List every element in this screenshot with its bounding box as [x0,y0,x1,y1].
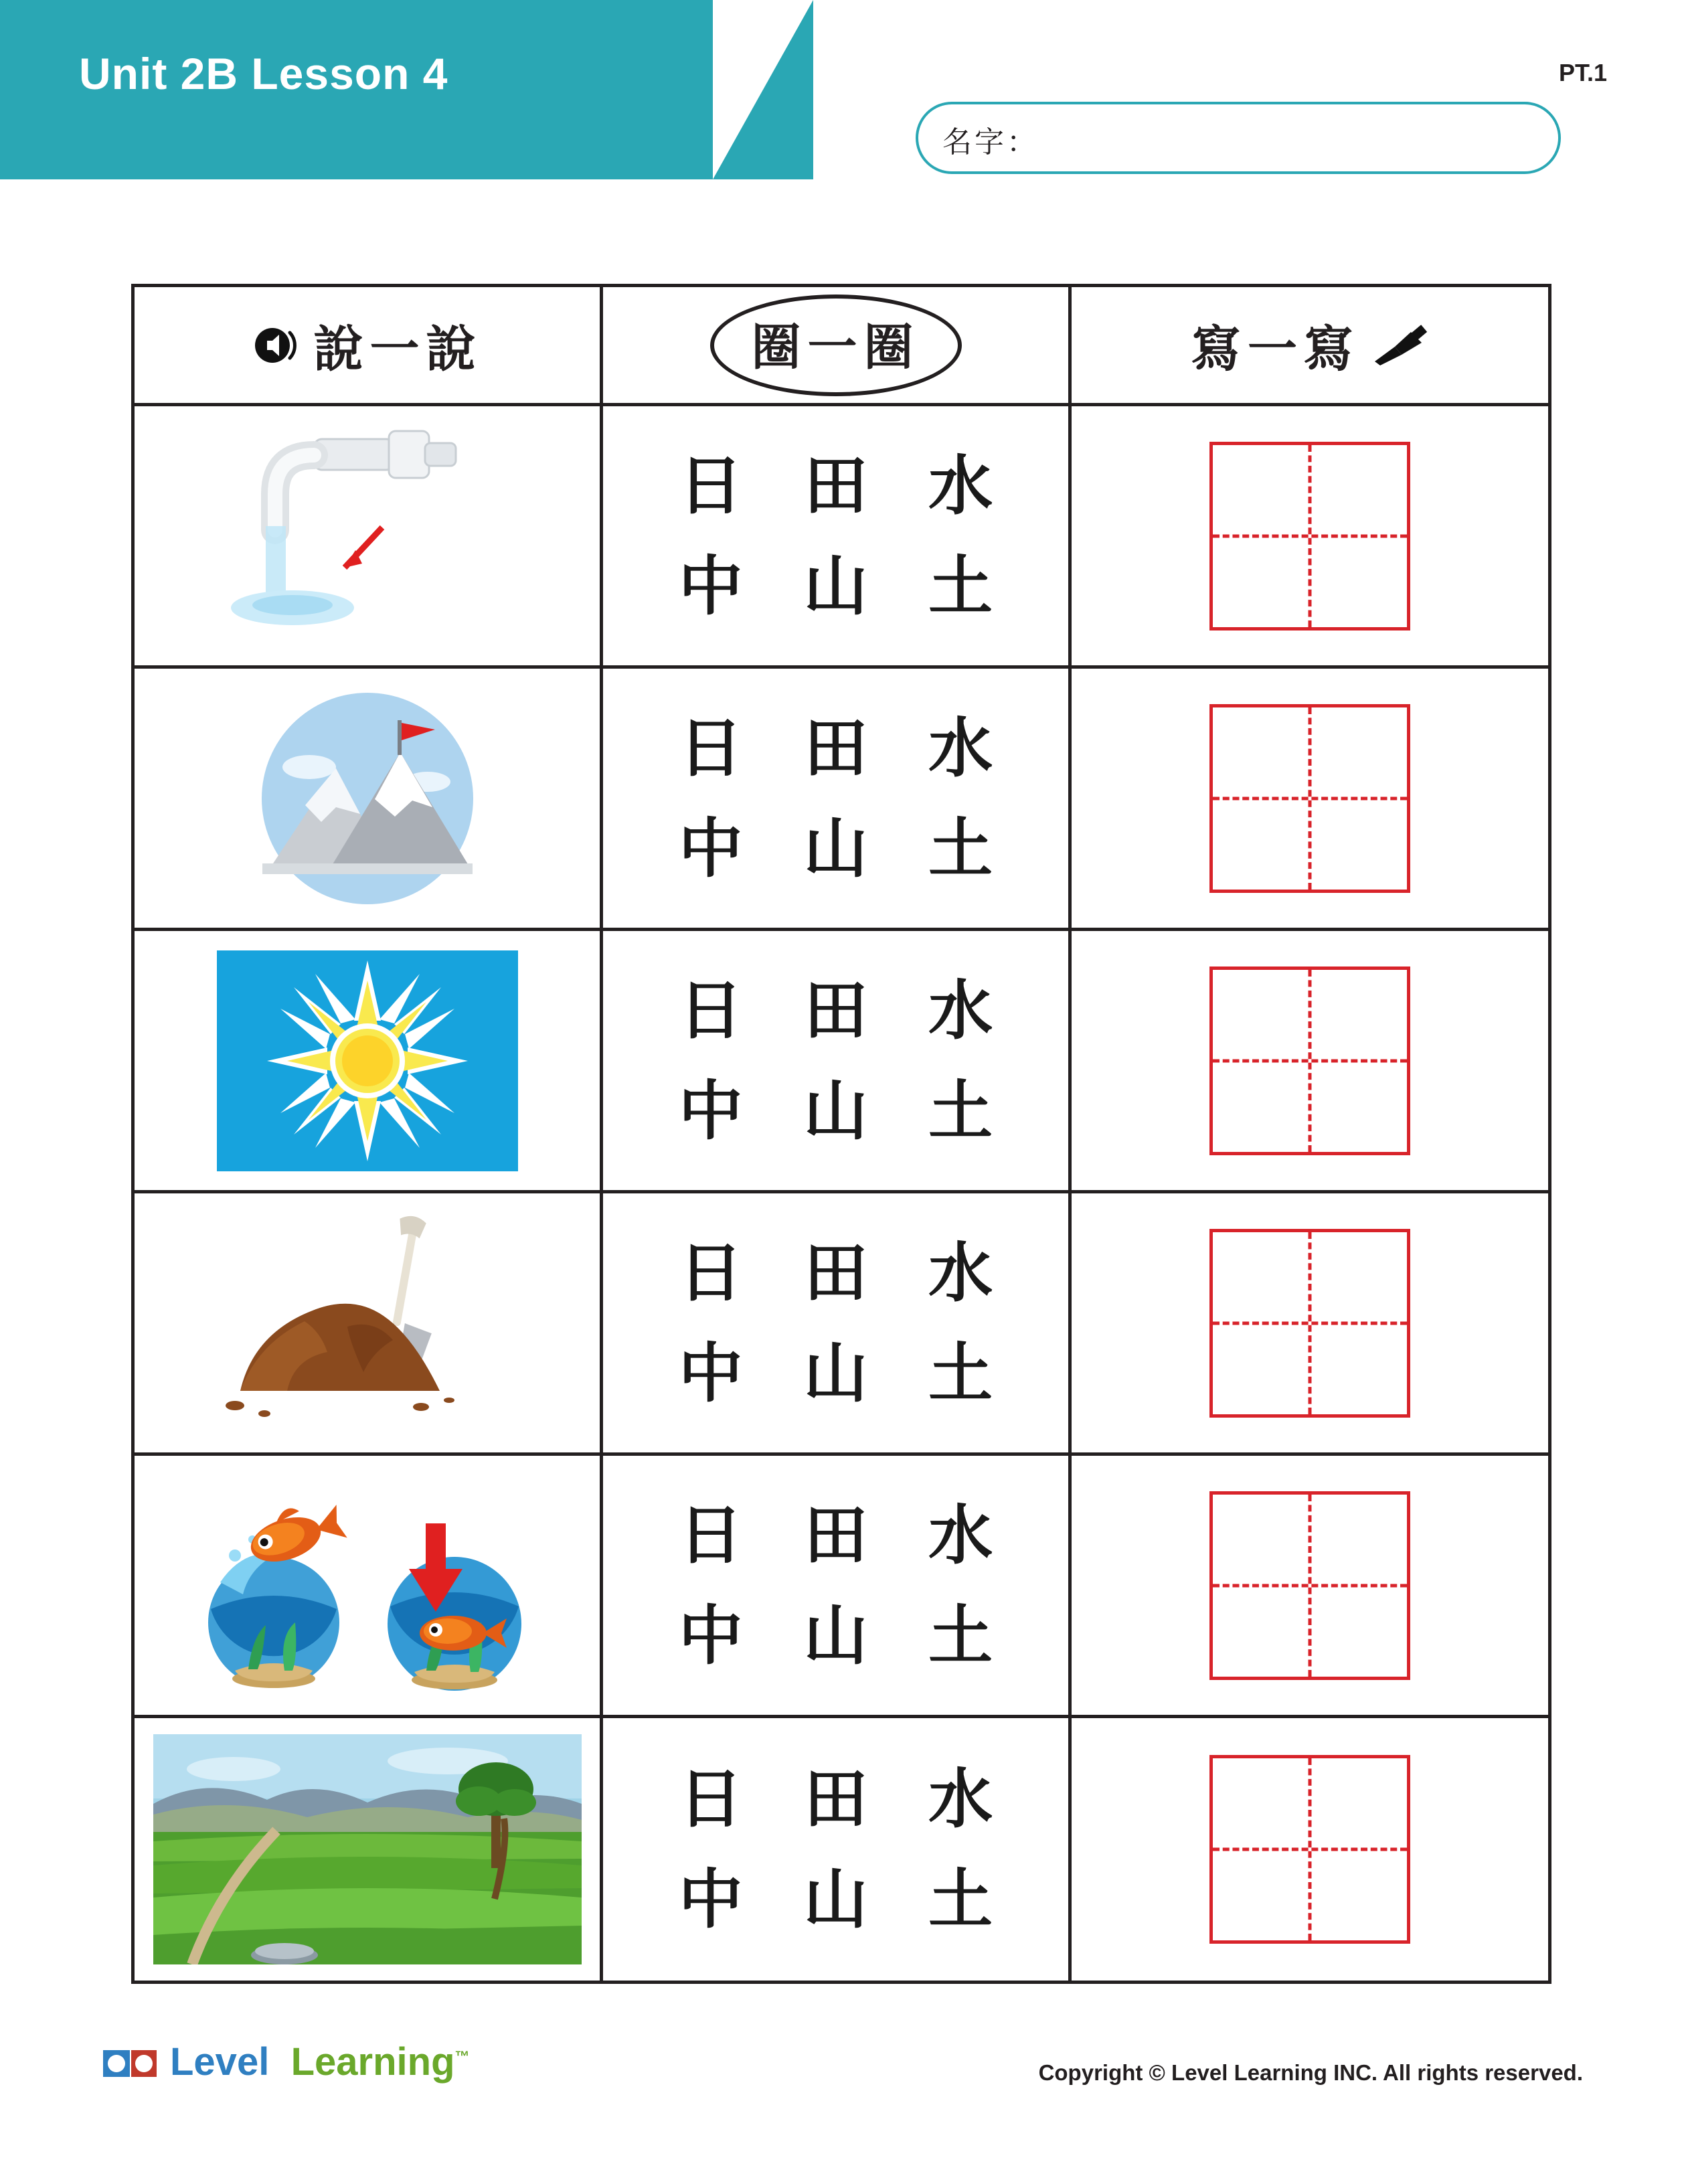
character-choices-cell [603,931,1072,1190]
header-cell-write [1072,287,1548,403]
char-option[interactable]: 田 [803,1234,868,1311]
writing-cell [1072,406,1548,665]
writing-grid-box[interactable] [1209,1755,1410,1944]
char-option[interactable]: 水 [928,1497,993,1573]
writing-cell [1072,1456,1548,1715]
char-option[interactable]: 土 [928,1597,993,1673]
character-grid [649,1223,1023,1424]
character-choices-cell [603,1193,1072,1452]
char-option[interactable]: 中 [678,810,743,886]
char-option[interactable]: 中 [678,1861,743,1937]
brand-name-secondary: Learning [290,2039,455,2084]
brand-logo [99,2038,470,2085]
picture-cell [135,669,603,928]
trademark-symbol: ™ [454,2047,470,2065]
writing-grid-box[interactable] [1209,967,1410,1155]
character-grid [649,436,1023,637]
sun-illustration [135,931,600,1190]
table-row [135,669,1548,931]
character-grid [649,1485,1023,1686]
page-title: Unit 2B Lesson 4 [79,49,448,98]
char-option[interactable]: 中 [678,1335,743,1411]
picture-cell [135,931,603,1190]
brand-logo-text [170,2039,470,2084]
writing-grid-box[interactable] [1209,1491,1410,1680]
char-option[interactable]: 山 [803,548,868,624]
char-option[interactable]: 中 [678,1072,743,1149]
char-option[interactable]: 田 [803,1497,868,1573]
picture-cell [135,1718,603,1981]
char-option[interactable]: 水 [928,972,993,1048]
character-choices-cell [603,669,1072,928]
picture-cell [135,1193,603,1452]
writing-grid-box[interactable] [1209,442,1410,631]
character-grid [649,698,1023,899]
char-option[interactable]: 山 [803,1597,868,1673]
char-option[interactable]: 日 [678,972,743,1048]
picture-cell [135,1456,603,1715]
char-option[interactable]: 土 [928,548,993,624]
char-option[interactable]: 山 [803,810,868,886]
writing-cell [1072,669,1548,928]
worksheet-table [131,284,1551,1984]
char-option[interactable]: 土 [928,810,993,886]
char-option[interactable]: 田 [803,972,868,1048]
char-option[interactable]: 土 [928,1335,993,1411]
char-option[interactable]: 日 [678,1761,743,1837]
picture-cell [135,406,603,665]
header-cell-circle [603,287,1072,403]
page-number-label: PT.1 [1558,59,1607,86]
writing-cell [1072,1193,1548,1452]
table-header-row [135,287,1548,406]
char-option[interactable]: 山 [803,1072,868,1149]
character-grid [649,960,1023,1161]
char-option[interactable]: 水 [928,1761,993,1837]
char-option[interactable]: 日 [678,709,743,786]
char-option[interactable]: 山 [803,1335,868,1411]
char-option[interactable]: 日 [678,447,743,523]
character-choices-cell [603,1456,1072,1715]
char-option[interactable]: 田 [803,1761,868,1837]
char-option[interactable]: 水 [928,709,993,786]
character-choices-cell [603,1718,1072,1981]
char-option[interactable]: 日 [678,1497,743,1573]
writing-grid-box[interactable] [1209,1229,1410,1418]
fish-bowls-illustration [135,1456,600,1715]
soil-pile-illustration [135,1193,600,1452]
circle-outline-icon [710,295,962,396]
char-option[interactable]: 土 [928,1072,993,1149]
copyright-text: Copyright © Level Learning INC. All rights reserved. [1038,2060,1583,2085]
brand-name-primary: Level [170,2039,270,2084]
header-cell-speak [135,287,603,403]
pencil-icon [1372,324,1428,367]
snow-mountain-illustration [135,669,600,928]
table-row [135,1193,1548,1456]
char-option[interactable]: 土 [928,1861,993,1937]
name-field-label: 名字： [942,125,1039,159]
character-grid [649,1749,1023,1950]
writing-grid-box[interactable] [1209,704,1410,893]
char-option[interactable]: 中 [678,1597,743,1673]
char-option[interactable]: 水 [928,1234,993,1311]
char-option[interactable]: 山 [803,1861,868,1937]
rice-field-illustration [135,1718,600,1981]
header-label-speak: 說一說 [313,320,483,378]
writing-cell [1072,1718,1548,1981]
speaker-icon [252,321,302,370]
header-label-write: 寫一寫 [1191,320,1360,378]
table-row [135,1718,1548,1981]
writing-cell [1072,931,1548,1190]
char-option[interactable]: 田 [803,709,868,786]
char-option[interactable]: 中 [678,548,743,624]
table-row [135,406,1548,669]
char-option[interactable]: 田 [803,447,868,523]
table-row [135,1456,1548,1718]
header-label-circle: 圈一圈 [751,318,920,376]
char-option[interactable]: 日 [678,1234,743,1311]
char-option[interactable]: 水 [928,447,993,523]
character-choices-cell [603,406,1072,665]
glasses-logo-icon [99,2038,161,2085]
table-row [135,931,1548,1193]
faucet-water-illustration [135,406,600,665]
